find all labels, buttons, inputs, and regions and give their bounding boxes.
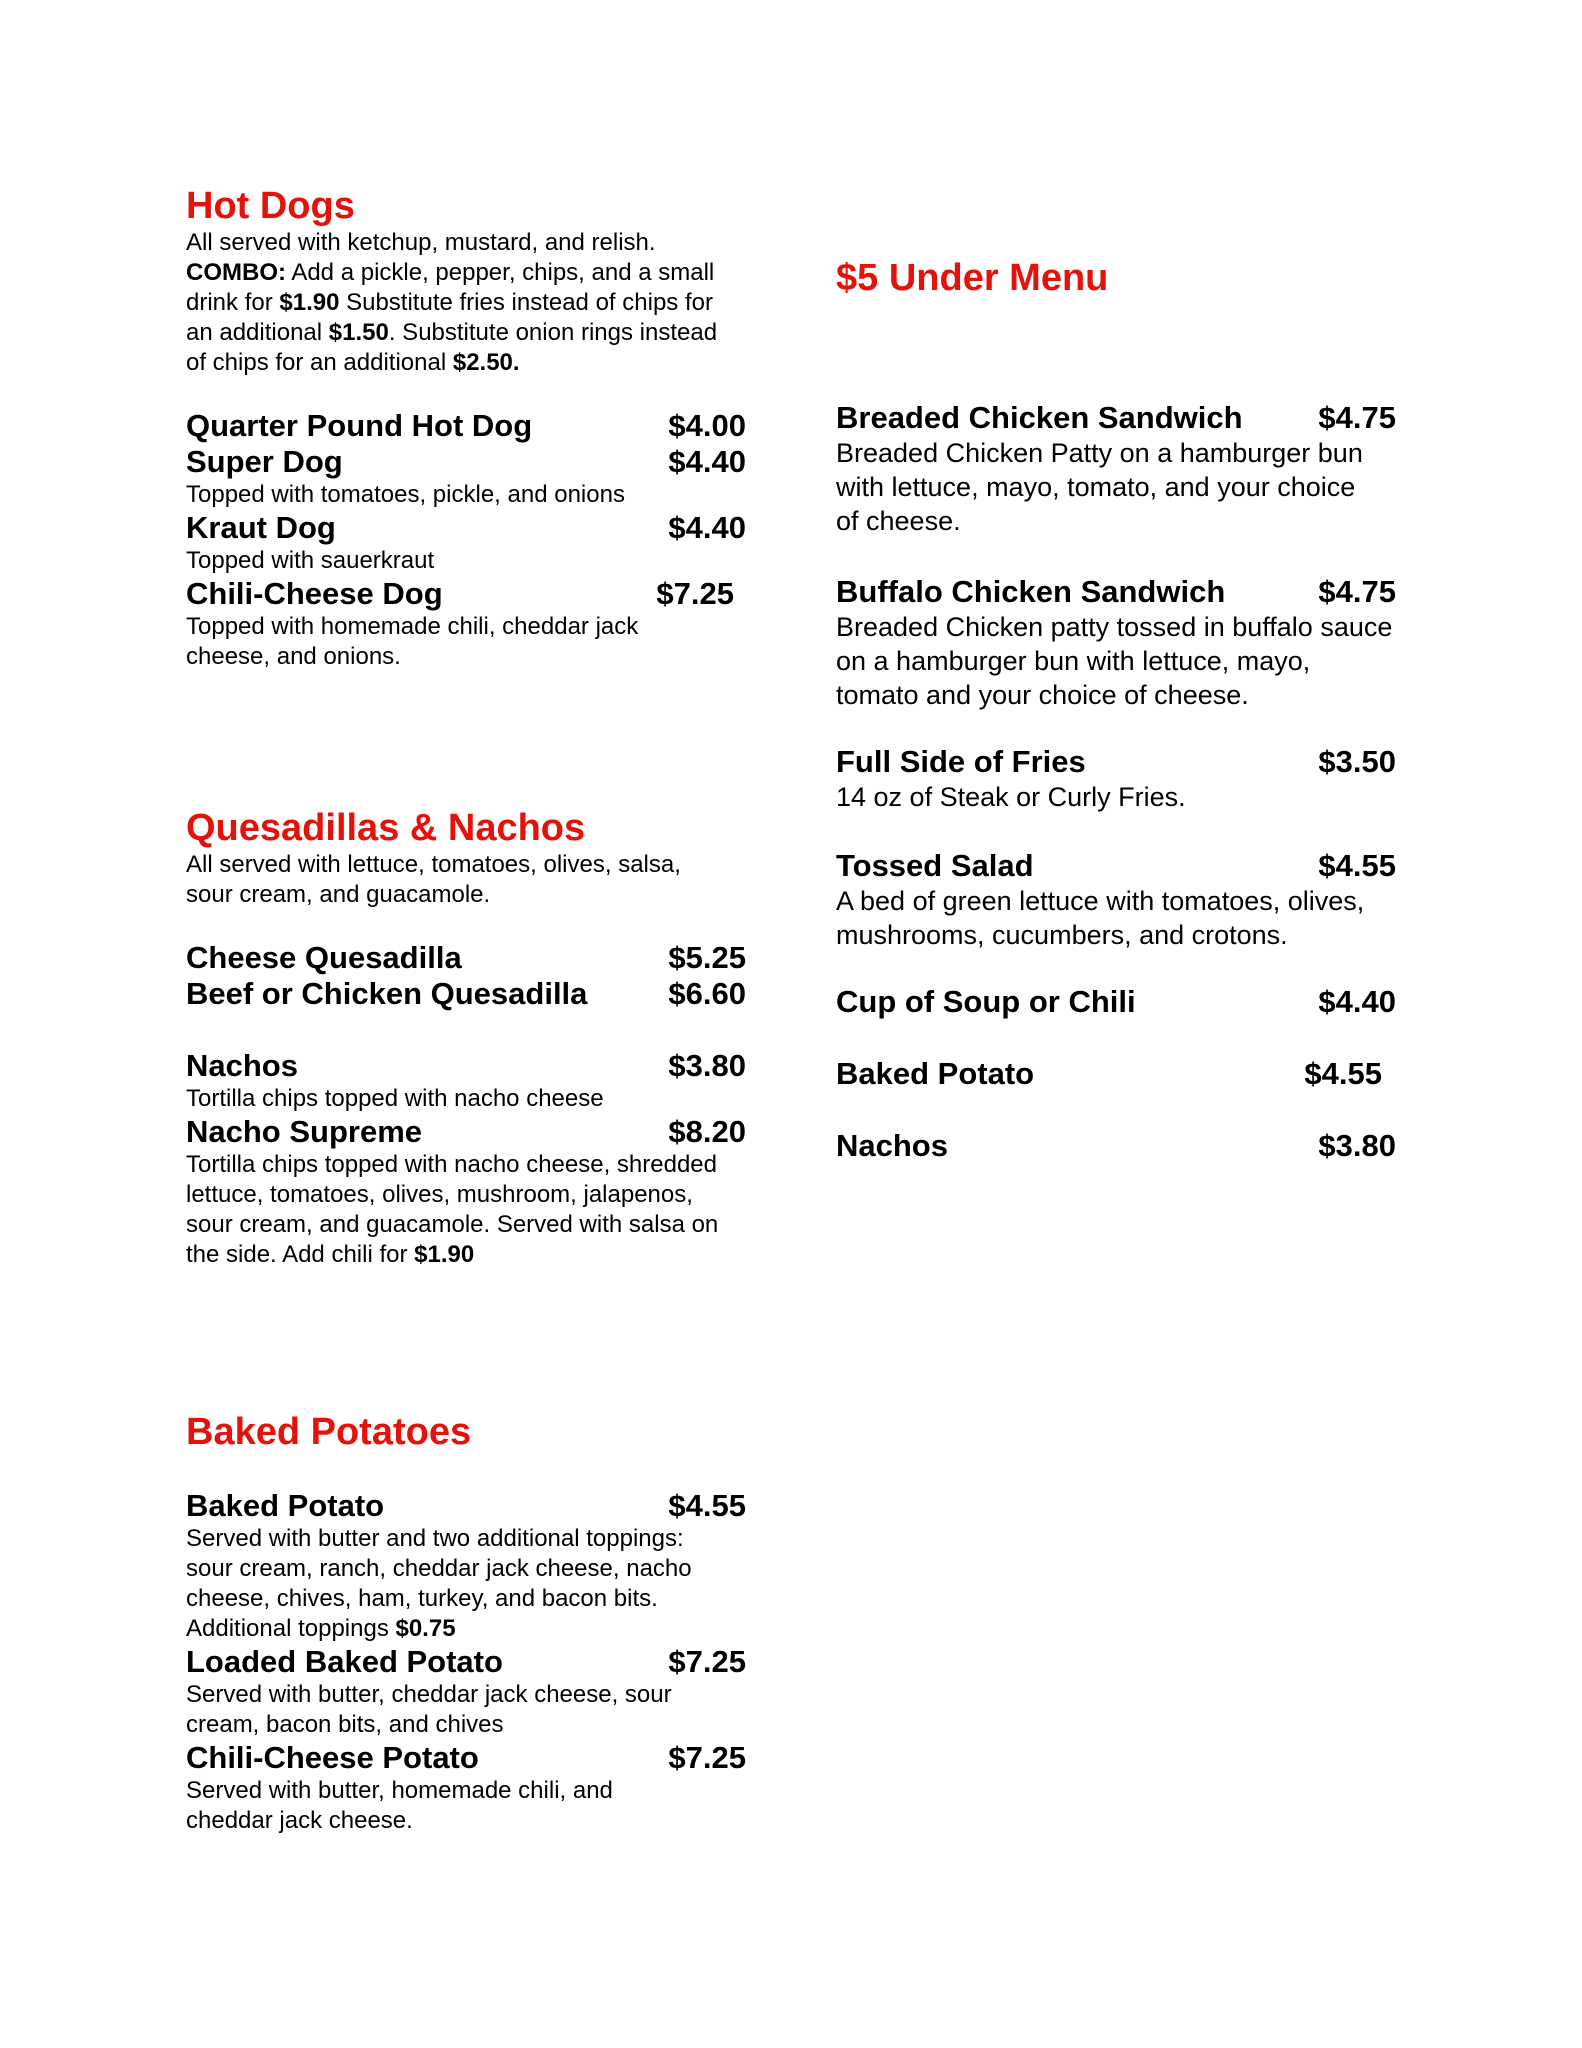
item-name: Kraut Dog (186, 510, 336, 545)
menu-item (186, 1644, 746, 1740)
item-description: Breaded Chicken patty tossed in buffalo sauce on a hamburger bun with lettuce, mayo, tomato and your choice of cheese. (836, 612, 1393, 710)
item-name: Baked Potato (186, 1488, 385, 1523)
baked-potatoes-section (186, 1410, 746, 1836)
item-name: Loaded Baked Potato (186, 1644, 503, 1679)
item-description: Topped with sauerkraut (186, 547, 435, 574)
item-name: Baked Potato (836, 1056, 1035, 1091)
item-name: Tossed Salad (836, 848, 1034, 883)
item-price: $4.40 (1318, 984, 1396, 1019)
menu-item (186, 510, 746, 576)
item-price: $5.25 (668, 940, 746, 975)
item-name: Nachos (186, 1048, 298, 1083)
item-price: $6.60 (668, 976, 746, 1011)
menu-item (836, 400, 1396, 538)
item-price: $4.55 (1318, 848, 1396, 883)
item-name: Beef or Chicken Quesadilla (186, 976, 588, 1011)
item-price: $7.25 (668, 1740, 746, 1775)
item-price: $4.00 (668, 408, 746, 443)
item-price: $4.40 (668, 510, 746, 545)
item-price: $4.55 (668, 1488, 746, 1523)
item-price: $4.75 (1318, 400, 1396, 435)
menu-item (836, 1128, 1396, 1164)
menu-item (186, 444, 746, 510)
quesadillas-title: Quesadillas & Nachos (186, 807, 586, 849)
under5-section (836, 256, 1396, 300)
item-description: 14 oz of Steak or Curly Fries. (836, 782, 1186, 812)
under5-title: $5 Under Menu (836, 257, 1109, 299)
menu-item (186, 1048, 746, 1114)
menu-item (186, 408, 746, 444)
item-price: $7.25 (668, 1644, 746, 1679)
item-description: Served with butter, cheddar jack cheese, sour cream, bacon bits, and chives (186, 1681, 672, 1738)
item-description: Tortilla chips topped with nacho cheese (186, 1085, 604, 1112)
menu-item (836, 984, 1396, 1020)
item-price: $4.75 (1318, 574, 1396, 609)
item-name: Cup of Soup or Chili (836, 984, 1136, 1019)
item-price: $3.50 (1318, 744, 1396, 779)
hot-dogs-title: Hot Dogs (186, 185, 355, 227)
item-name: Chili-Cheese Potato (186, 1740, 479, 1775)
quesadillas-intro: All served with lettuce, tomatoes, olives, salsa, sour cream, and guacamole. (186, 851, 681, 908)
item-name: Nacho Supreme (186, 1114, 423, 1149)
menu-item (186, 976, 746, 1012)
item-price: $8.20 (668, 1114, 746, 1149)
item-name: Nachos (836, 1128, 948, 1163)
item-description: Breaded Chicken Patty on a hamburger bun with lettuce, mayo, tomato, and your choice of cheese. (836, 438, 1363, 536)
item-description: Tortilla chips topped with nacho cheese, shredded lettuce, tomatoes, olives, mushroom, jalapenos, sour cream, and guacamole. Served with salsa on the side. Add chili for $1.90 (186, 1151, 719, 1268)
menu-item (836, 1056, 1382, 1092)
item-price: $7.25 (656, 576, 734, 611)
menu-item (836, 744, 1396, 814)
item-price: $3.80 (1318, 1128, 1396, 1163)
menu-item (836, 848, 1396, 952)
item-name: Super Dog (186, 444, 343, 479)
item-name: Chili-Cheese Dog (186, 576, 443, 611)
item-name: Breaded Chicken Sandwich (836, 400, 1243, 435)
menu-item (836, 574, 1396, 712)
hot-dogs-section (186, 184, 746, 672)
item-name: Cheese Quesadilla (186, 940, 462, 975)
item-description: Topped with homemade chili, cheddar jack cheese, and onions. (186, 613, 639, 670)
baked-potatoes-title: Baked Potatoes (186, 1411, 472, 1453)
item-description: A bed of green lettuce with tomatoes, olives, mushrooms, cucumbers, and crotons. (836, 886, 1365, 950)
menu-item (186, 576, 746, 672)
item-description: Served with butter and two additional toppings: sour cream, ranch, cheddar jack cheese, nacho cheese, chives, ham, turkey, and bacon bits. Additional toppings $0.75 (186, 1525, 692, 1642)
menu-item (186, 1740, 746, 1836)
item-name: Buffalo Chicken Sandwich (836, 574, 1226, 609)
menu-item (186, 1488, 746, 1644)
hot-dogs-intro: All served with ketchup, mustard, and relish. COMBO: Add a pickle, pepper, chips, and a small drink for $1.90 Substitute fries instead of chips for an additional $1.50. Substitute onion rings instead of chips for an additional $2.50. (186, 229, 718, 376)
quesadillas-section (186, 806, 746, 1270)
item-price: $4.40 (668, 444, 746, 479)
item-name: Full Side of Fries (836, 744, 1086, 779)
item-price: $4.55 (1304, 1056, 1382, 1091)
menu-item (186, 1114, 746, 1270)
item-name: Quarter Pound Hot Dog (186, 408, 533, 443)
menu-item (186, 940, 746, 976)
item-description: Served with butter, homemade chili, and cheddar jack cheese. (186, 1777, 613, 1834)
item-price: $3.80 (668, 1048, 746, 1083)
item-description: Topped with tomatoes, pickle, and onions (186, 481, 625, 508)
